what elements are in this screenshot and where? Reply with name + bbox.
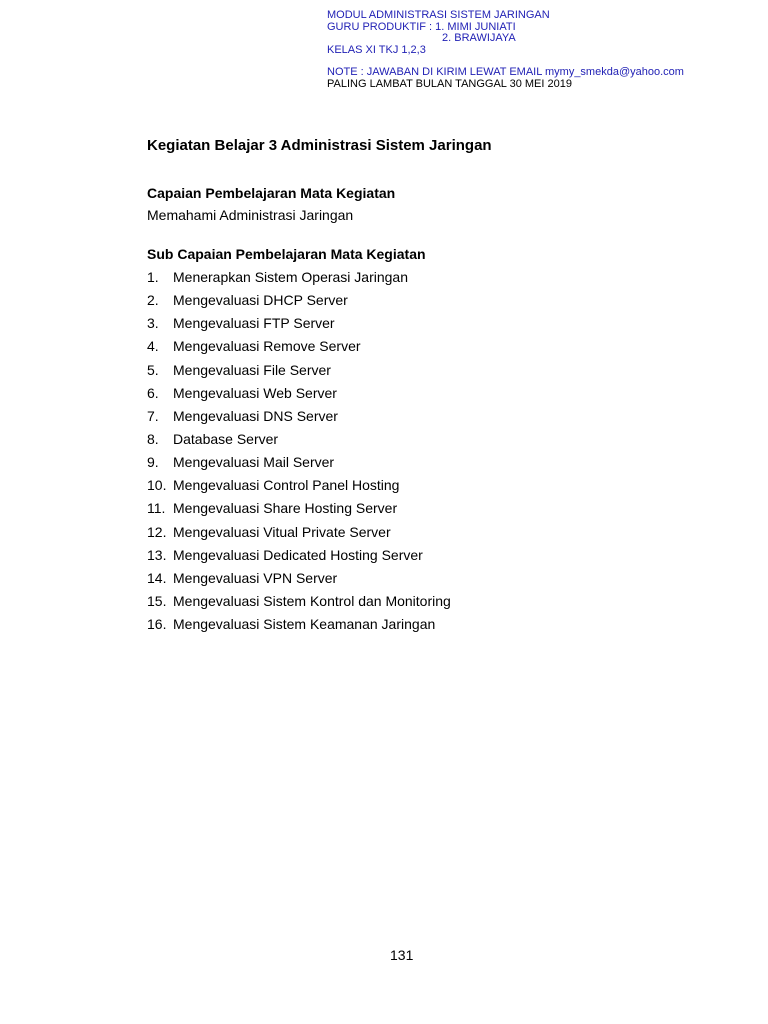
- sub-capaian-heading: Sub Capaian Pembelajaran Mata Kegiatan: [147, 246, 426, 262]
- list-item-text: Mengevaluasi Mail Server: [173, 454, 335, 471]
- list-item: [147, 267, 451, 290]
- list-item-text: Mengevaluasi Remove Server: [173, 338, 361, 355]
- list-item-number: 13.: [147, 546, 167, 563]
- page-number: 131: [390, 947, 414, 963]
- list-item: [147, 498, 451, 521]
- list-item: [147, 452, 451, 475]
- page-title: Kegiatan Belajar 3 Administrasi Sistem Jaringan: [147, 137, 492, 154]
- list-item: [147, 406, 451, 429]
- list-item-number: 2.: [147, 292, 159, 309]
- list-item-number: 14.: [147, 569, 167, 586]
- list-item-number: 6.: [147, 384, 159, 401]
- list-item: [147, 360, 451, 383]
- header-teacher-2: 2. BRAWIJAYA: [442, 32, 516, 44]
- list-item-number: 10.: [147, 477, 167, 494]
- list-item-text: Mengevaluasi DHCP Server: [173, 292, 348, 309]
- list-item-text: Mengevaluasi FTP Server: [173, 315, 335, 332]
- header-module-title: MODUL ADMINISTRASI SISTEM JARINGAN: [327, 9, 550, 21]
- list-item-text: Menerapkan Sistem Operasi Jaringan: [173, 269, 409, 285]
- list-item-text: Mengevaluasi File Server: [173, 361, 331, 378]
- header-teacher-1: GURU PRODUKTIF : 1. MIMI JUNIATI: [327, 20, 516, 33]
- list-item-text: Mengevaluasi Sistem Kontrol dan Monitoring: [173, 592, 451, 609]
- list-item: [147, 313, 451, 336]
- list-item-text: Mengevaluasi Web Server: [173, 384, 337, 401]
- list-item-number: 1.: [147, 269, 159, 285]
- list-item-text: Mengevaluasi DNS Server: [173, 407, 338, 424]
- list-item: [147, 545, 451, 568]
- list-item: [147, 522, 451, 545]
- list-item-number: 4.: [147, 338, 159, 355]
- capaian-text: Memahami Administrasi Jaringan: [147, 207, 354, 223]
- list-item: [147, 475, 451, 498]
- list-item: [147, 614, 451, 637]
- list-item: [147, 429, 451, 452]
- header-class: KELAS XI TKJ 1,2,3: [327, 43, 426, 56]
- list-item-text: Mengevaluasi Share Hosting Server: [173, 500, 398, 517]
- list-item-number: 15.: [147, 592, 167, 609]
- list-item-text: Mengevaluasi Vitual Private Server: [173, 523, 391, 540]
- list-item-number: 11.: [147, 500, 166, 517]
- list-item-text: Mengevaluasi Control Panel Hosting: [173, 477, 400, 494]
- list-item-number: 9.: [147, 454, 159, 471]
- list-item-text: Database Server: [173, 430, 279, 447]
- header-note: NOTE : JAWABAN DI KIRIM LEWAT EMAIL mymy_smekda@yahoo.com: [327, 66, 684, 78]
- list-item-text: Mengevaluasi Dedicated Hosting Server: [173, 546, 423, 563]
- list-item-text: Mengevaluasi VPN Server: [173, 569, 338, 586]
- document-header: [327, 10, 684, 90]
- capaian-heading: Capaian Pembelajaran Mata Kegiatan: [147, 185, 396, 201]
- list-item-number: 12.: [147, 523, 167, 540]
- list-item-number: 3.: [147, 315, 159, 332]
- list-item: [147, 290, 451, 313]
- list-item-number: 8.: [147, 430, 159, 447]
- sub-capaian-list: [147, 267, 451, 637]
- list-item: [147, 336, 451, 359]
- list-item: [147, 383, 451, 406]
- list-item-number: 16.: [147, 616, 167, 633]
- list-item-number: 5.: [147, 361, 159, 378]
- header-deadline: PALING LAMBAT BULAN TANGGAL 30 MEI 2019: [327, 77, 572, 90]
- list-item: [147, 568, 451, 591]
- list-item-number: 7.: [147, 407, 159, 424]
- list-item: [147, 591, 451, 614]
- list-item-text: Mengevaluasi Sistem Keamanan Jaringan: [173, 616, 436, 633]
